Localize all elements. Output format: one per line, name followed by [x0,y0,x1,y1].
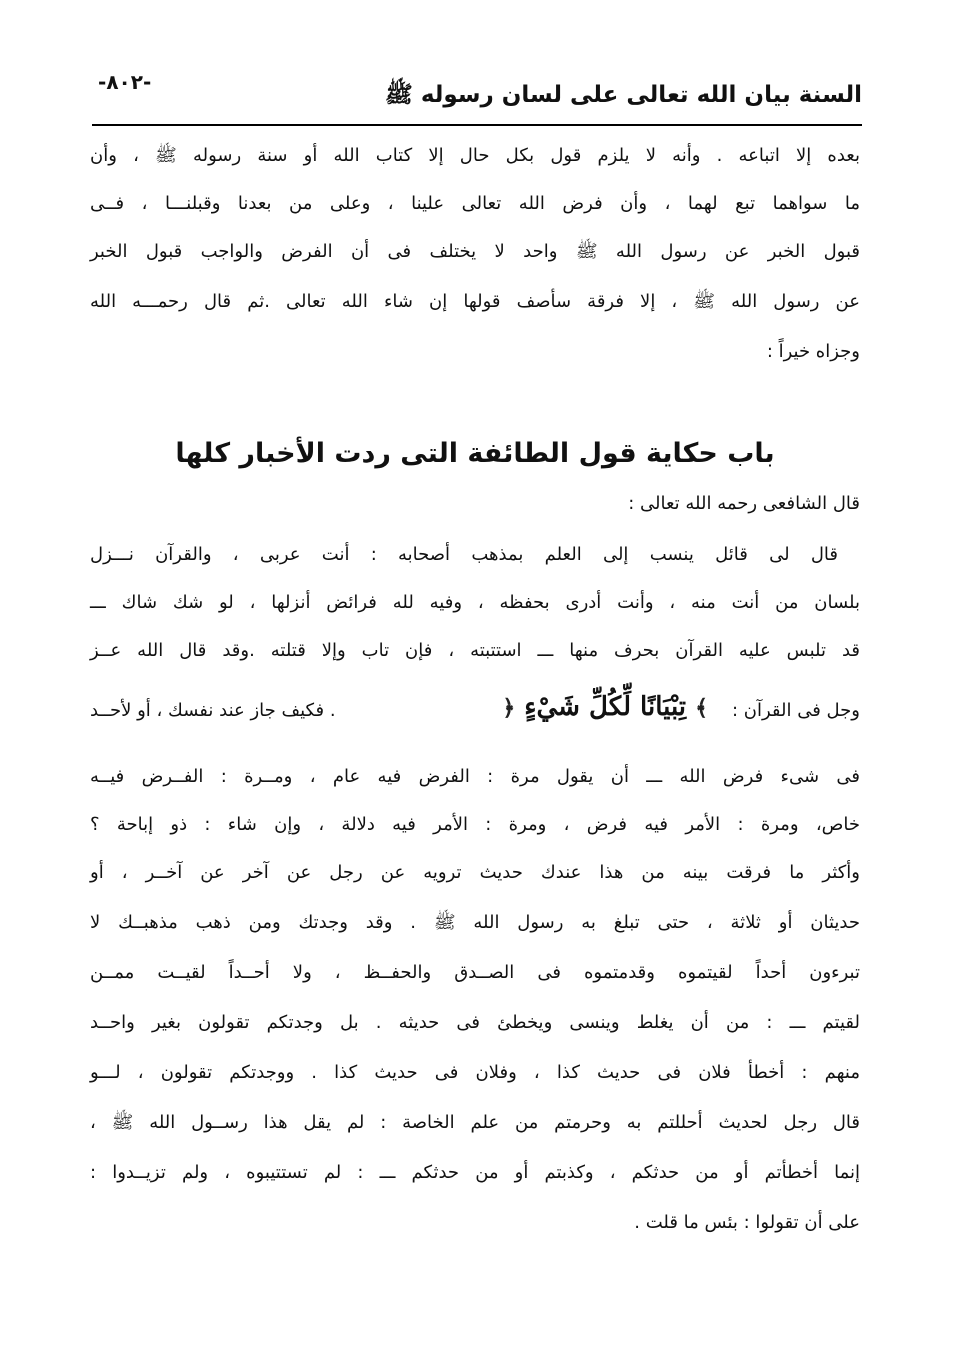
page-header [92,66,862,122]
running-title: السنة بيان الله تعالى على لسان رسوله ﷺ [385,82,862,108]
chapter-title: باب حكاية قول الطائفة التى ردت الأخبار كلها [175,438,775,469]
document-page: -٨٠٢- السنة بيان الله تعالى على لسان رسوله ﷺ بعده إلا اتباعه . وأنه لا يلزم قول بكل حال إلا كتاب الله أو سنة رسوله ﷺ ، وأن ما سواهما تبع لهما ، وأن فرض الله تعالى علينا ، وعلى من بعدنا وقبلنـــا ، فــى قبول الخبر عن رسول الله ﷺ واحد لا يختلف فى أن الفرض والواجب قبول الخبر عن رسول الله ﷺ ، إلا فرقة سأصف قولها إن شاء الله تعالى .ثم قال رحمـــه الله وجزاه خيراً : باب حكاية قول الطائفة التى ردت الأخبار كلها قال الشافعى رحمه الله تعالى : قال لى قائل ينسب إلى العلم بمذهب أصحابه : أنت عربى ، والقرآن نـــزل بلسان من أنت منه ، وأنت أدرى بحفظه ، وفيه لله فرائض أنزلها ، لو شك شاك ـــ قد تلبس عليه القرآن بحرف منها ـــ استتبته ، فإن تاب وإلا قتلته .وقد قال الله عــز وجل فى القرآن : ﴾ تِبْيَانًا لِّكُلِّ شَيْءٍ ﴿ . فكيف جاز عند نفسك ، أو لأحــد فى شىء فرض الله ـــ أن يقول مرة : الفرض فيه عام ، ومــرة : الفــرض فيــه خاص، ومرة : الأمر فيه فرض ، ومرة : الأمر فيه دلالة ، وإن شاء : ذو إباحة ؟ وأكثر ما فرقت بينه من هذا عندك حديث ترويه عن رجل عن آخر عن آخــر ، أو حديثان أو ثلاثة ، حتى تبلغ به رسول الله ﷺ . وقد وجدتك ومن ذهب مذهبــك لا تبرءون أحداً لقيتموه وقدمتموه فى الصــدق والحفــظ ، ولا أحــداً لقيــت ممــن لقيتم ـــ : من أن يغلط وينسى ويخطئ فى حديثه . بل وجدتكم تقولون بغير واحــد منهم : أخطأ فلان فى حديث كذا ، وفلان فى حديث كذا . ووجدتكم تقولون ، لـــو قال رجل لحديث أحللتم به وحرمتم من علم الخاصة : لم يقل هذا رســول الله ﷺ ، إنما أخطأتم أو من حدثكم ، وكذبتم أو من حدثكم ـــ : لم تستتيبوه ، ولم تزيــدوا : على أن تقولوا : بئس ما قلت . [0,0,960,1361]
quran-quote [502,692,708,722]
header-divider [92,124,862,126]
close-ornate-bracket: ﴿ [502,695,516,721]
verse-line [90,692,860,732]
verse-intro-text: وجل فى القرآن : [731,700,860,721]
open-ornate-bracket: ﴾ [695,695,708,721]
page-number: -٨٠٢- [98,70,152,94]
quran-verse-text: تِبْيَانًا لِّكُلِّ شَيْءٍ [524,692,687,722]
verse-continuation-text: . فكيف جاز عند نفسك ، أو لأحــد [90,700,336,721]
